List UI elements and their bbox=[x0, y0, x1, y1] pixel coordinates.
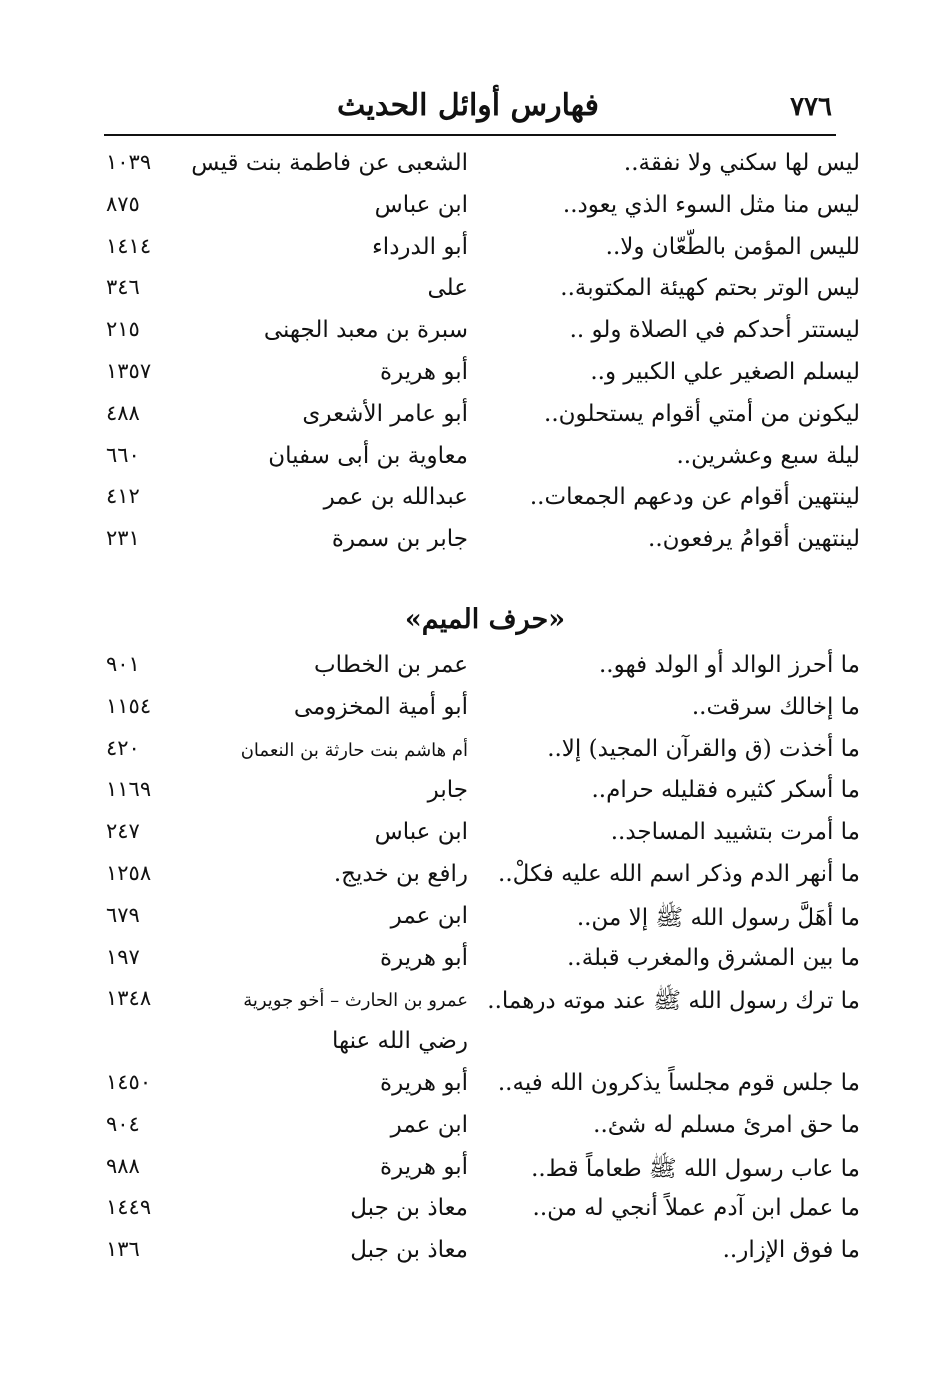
index-entry bbox=[100, 271, 870, 313]
running-title: فهارس أوائل الحديث bbox=[337, 88, 599, 123]
hadith-number: ١١٥٤ bbox=[106, 693, 152, 718]
narrator-name: الشعبى عن فاطمة بنت قيس bbox=[191, 150, 468, 176]
hadith-opening: لليس المؤمن بالطّعّان ولا.. bbox=[605, 233, 860, 260]
index-entry bbox=[100, 690, 870, 732]
hadith-opening: ما إخالك سرقت.. bbox=[691, 693, 860, 720]
narrator-name: معاذ بن جبل bbox=[350, 1195, 468, 1222]
entries-list-mim bbox=[100, 648, 870, 1275]
index-entry bbox=[100, 1066, 870, 1108]
index-entry bbox=[100, 230, 870, 272]
index-entry bbox=[100, 899, 870, 941]
hadith-number: ٢٣١ bbox=[106, 526, 140, 551]
index-entry bbox=[100, 857, 870, 899]
hadith-opening: ليكونن من أمتي أقوام يستحلون.. bbox=[544, 400, 860, 427]
narrator-name: عمرو بن الحارث – أخو جويرية bbox=[243, 990, 468, 1012]
index-entry bbox=[100, 1024, 870, 1066]
hadith-number: ١٣٥٧ bbox=[106, 358, 152, 383]
hadith-number: ٣٤٦ bbox=[106, 275, 140, 300]
index-entry bbox=[100, 815, 870, 857]
section-heading: «حرف الميم» bbox=[404, 604, 566, 635]
hadith-opening: ليلة سبع وعشرين.. bbox=[676, 442, 860, 469]
hadith-opening: ليسلم الصغير علي الكبير و.. bbox=[590, 358, 860, 385]
hadith-number: ١٣٦ bbox=[106, 1237, 140, 1262]
hadith-opening: ما فوق الإزار.. bbox=[722, 1237, 860, 1264]
index-entry bbox=[100, 480, 870, 522]
index-entry bbox=[100, 1108, 870, 1150]
hadith-opening: ما عاب رسول الله ﷺ طعاماً قط.. bbox=[531, 1155, 860, 1182]
hadith-number: ١١٦٩ bbox=[106, 777, 152, 802]
hadith-opening: ما جلس قوم مجلساً يذكرون الله فيه.. bbox=[497, 1069, 860, 1096]
hadith-number: ١٤١٤ bbox=[106, 233, 152, 258]
hadith-number: ٢١٥ bbox=[106, 317, 140, 342]
hadith-opening: ما أنهر الدم وذكر اسم الله عليه فكلْ.. bbox=[498, 860, 860, 887]
index-entry bbox=[100, 146, 870, 188]
narrator-name: ابن عباس bbox=[374, 819, 468, 846]
page-number: ٧٧٦ bbox=[790, 92, 832, 122]
narrator-name: سبرة بن معبد الجهنى bbox=[263, 317, 468, 344]
index-entry bbox=[100, 1191, 870, 1233]
hadith-opening: ليس لها سكني ولا نفقة.. bbox=[623, 150, 860, 176]
index-entry bbox=[100, 397, 870, 439]
hadith-opening: ليس الوتر بحتم كهيئة المكتوبة.. bbox=[560, 275, 860, 302]
hadith-opening: ما أمرت بتشييد المساجد.. bbox=[610, 819, 860, 846]
hadith-number: ٢٤٧ bbox=[106, 819, 140, 844]
narrator-name: أبو هريرة bbox=[380, 944, 468, 971]
hadith-opening: ما أسكر كثيره فقليله حرام.. bbox=[591, 777, 860, 804]
narrator-name: ابن عمر bbox=[390, 902, 468, 929]
index-entry bbox=[100, 188, 870, 230]
hadith-opening: ما ترك رسول الله ﷺ عند موته درهما.. bbox=[487, 988, 860, 1015]
hadith-number: ١٤٥٠ bbox=[106, 1069, 152, 1094]
hadith-opening: ليستتر أحدكم في الصلاة ولو .. bbox=[569, 317, 860, 344]
narrator-name: جابر bbox=[427, 777, 468, 804]
hadith-number: ١٩٧ bbox=[106, 944, 140, 969]
hadith-number: ١٣٤٨ bbox=[106, 986, 152, 1011]
hadith-number: ٩٠١ bbox=[106, 652, 140, 676]
hadith-number: ١٠٣٩ bbox=[106, 150, 152, 174]
narrator-name: رافع بن خديج. bbox=[333, 860, 468, 887]
hadith-opening: ما أهَلَّ رسول الله ﷺ إلا من.. bbox=[576, 904, 860, 931]
index-entry bbox=[100, 355, 870, 397]
index-entry bbox=[100, 522, 870, 564]
narrator-name: جابر بن سمرة bbox=[331, 526, 468, 553]
hadith-opening: ما عمل ابن آدم عملاً أنجي له من.. bbox=[532, 1195, 860, 1222]
hadith-number: ٤٢٠ bbox=[106, 735, 140, 760]
narrator-name: ابن عباس bbox=[374, 191, 468, 218]
index-entry bbox=[100, 732, 870, 774]
narrator-name: أبو هريرة bbox=[380, 1153, 468, 1180]
index-entry bbox=[100, 982, 870, 1024]
hadith-number: ٤٨٨ bbox=[106, 400, 140, 425]
hadith-number: ٩٨٨ bbox=[106, 1153, 140, 1178]
hadith-opening: ما أحرز الوالد أو الولد فهو.. bbox=[599, 652, 860, 678]
hadith-number: ٦٧٩ bbox=[106, 902, 140, 927]
entries-list-lam bbox=[100, 146, 870, 564]
hadith-opening: لينتهين أقوامُ يرفعون.. bbox=[648, 526, 860, 553]
hadith-opening: لينتهين أقوام عن ودعهم الجمعات.. bbox=[529, 484, 860, 511]
narrator-name: أبو هريرة bbox=[380, 358, 468, 385]
index-entry bbox=[100, 773, 870, 815]
hadith-number: ٤١٢ bbox=[106, 484, 140, 509]
index-entry bbox=[100, 1233, 870, 1275]
hadith-opening: ما أخذت (ق والقرآن المجيد) إلا.. bbox=[547, 735, 860, 762]
hadith-number: ٩٠٤ bbox=[106, 1111, 140, 1136]
hadith-opening: ما حق امرئ مسلم له شئ.. bbox=[593, 1111, 860, 1138]
hadith-number: ٨٧٥ bbox=[106, 191, 140, 216]
narrator-name: معاوية بن أبى سفيان bbox=[268, 442, 468, 469]
narrator-name: عبدالله بن عمر bbox=[323, 484, 468, 511]
index-entry bbox=[100, 1150, 870, 1192]
index-entry bbox=[100, 941, 870, 983]
hadith-number: ١٢٥٨ bbox=[106, 860, 152, 885]
narrator-name: أبو الدرداء bbox=[371, 233, 468, 260]
narrator-name: أبو أمية المخزومى bbox=[293, 693, 468, 720]
narrator-name: عمر بن الخطاب bbox=[313, 652, 468, 678]
narrator-name: رضي الله عنها bbox=[331, 1028, 468, 1055]
hadith-number: ٦٦٠ bbox=[106, 442, 140, 467]
narrator-name: أبو هريرة bbox=[380, 1069, 468, 1096]
header-rule bbox=[104, 134, 836, 136]
narrator-name: أبو عامر الأشعرى bbox=[302, 400, 468, 427]
hadith-opening: ما بين المشرق والمغرب قبلة.. bbox=[567, 944, 860, 971]
hadith-opening: ليس منا مثل السوء الذي يعود.. bbox=[562, 191, 860, 218]
page-header bbox=[104, 88, 832, 130]
hadith-number: ١٤٤٩ bbox=[106, 1195, 152, 1220]
narrator-name: ابن عمر bbox=[390, 1111, 468, 1138]
index-entry bbox=[100, 313, 870, 355]
index-entry bbox=[100, 439, 870, 481]
narrator-name: أم هاشم بنت حارثة بن النعمان bbox=[240, 739, 468, 761]
index-entry bbox=[100, 648, 870, 690]
narrator-name: على bbox=[427, 275, 468, 302]
narrator-name: معاذ بن جبل bbox=[350, 1237, 468, 1264]
